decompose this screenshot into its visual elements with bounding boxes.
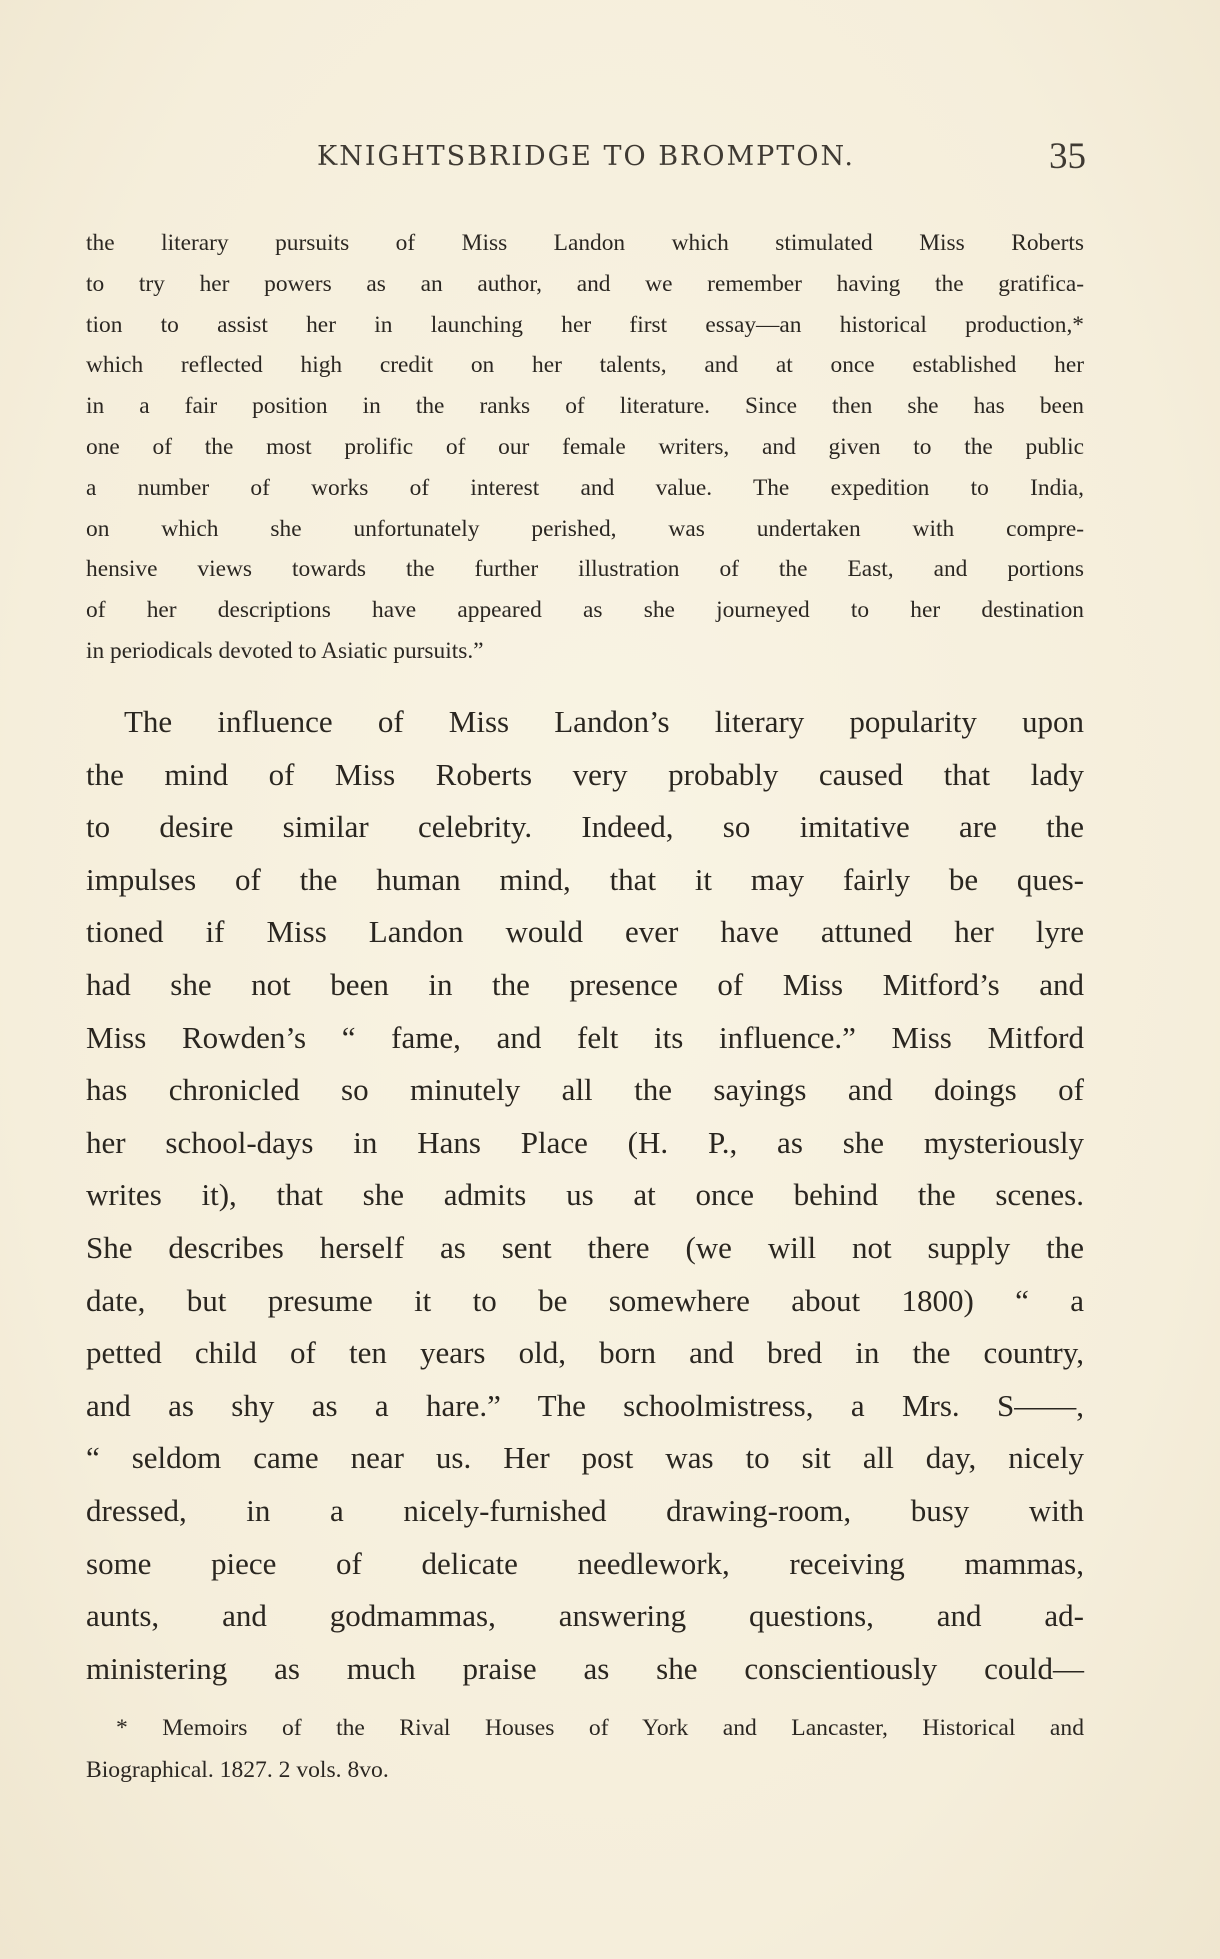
quote-line: the literary pursuits of Miss Landon which stimulated Miss Roberts xyxy=(86,230,1084,256)
quoted-passage xyxy=(86,223,1084,672)
quote-line: a number of works of interest and value. The expedition to India, xyxy=(86,474,1084,501)
body-line: ministering as much praise as she conscientiously could— xyxy=(86,1650,1084,1686)
body-line: The influence of Miss Landon’s literary popularity upon xyxy=(124,704,1084,739)
body-line: and as shy as a hare.” The schoolmistress, a Mrs. S——, xyxy=(86,1387,1084,1423)
body-line: the mind of Miss Roberts very probably caused that lady xyxy=(86,756,1084,792)
quote-line: to try her powers as an author, and we remember having the gratifica- xyxy=(86,270,1084,297)
body-line: Miss Rowden’s “ fame, and felt its influence.” Miss Mitford xyxy=(86,1019,1084,1055)
body-line: to desire similar celebrity. Indeed, so imitative are the xyxy=(86,809,1084,845)
footnote-line: * Memoirs of the Rival Houses of York and Lancaster, Historical and xyxy=(116,1715,1084,1741)
footnote-line: Biographical. 1827. 2 vols. 8vo. xyxy=(86,1757,389,1783)
quote-line: hensive views towards the further illustration of the East, and portions xyxy=(86,556,1084,583)
body-line: aunts, and godmammas, answering questions, and ad- xyxy=(86,1598,1084,1634)
body-line: tioned if Miss Landon would ever have attuned her lyre xyxy=(86,914,1084,950)
body-line: date, but presume it to be somewhere about 1800) “ a xyxy=(86,1282,1084,1318)
body-paragraph xyxy=(86,696,1084,1695)
quote-line: of her descriptions have appeared as she journeyed to her destination xyxy=(86,597,1084,624)
quote-line: in periodicals devoted to Asiatic pursuits.” xyxy=(86,637,484,664)
running-head xyxy=(86,135,1086,179)
running-title: KNIGHTSBRIDGE TO BROMPTON. xyxy=(317,141,855,172)
quote-line: on which she unfortunately perished, was undertaken with compre- xyxy=(86,515,1084,542)
quote-line: in a fair position in the ranks of literature. Since then she has been xyxy=(86,393,1084,420)
body-line: some piece of delicate needlework, receiving mammas, xyxy=(86,1545,1084,1581)
body-line: She describes herself as sent there (we will not supply the xyxy=(86,1229,1084,1265)
page-number: 35 xyxy=(1049,136,1086,177)
body-line: petted child of ten years old, born and bred in the country, xyxy=(86,1335,1084,1371)
quote-line: tion to assist her in launching her first essay—an historical production,* xyxy=(86,311,1084,338)
body-line: has chronicled so minutely all the sayings and doings of xyxy=(86,1072,1084,1108)
quote-line: one of the most prolific of our female writers, and given to the public xyxy=(86,433,1084,460)
body-line: “ seldom came near us. Her post was to sit all day, nicely xyxy=(86,1440,1084,1476)
body-line: her school-days in Hans Place (H. P., as she mysteriously xyxy=(86,1124,1084,1160)
body-line: writes it), that she admits us at once behind the scenes. xyxy=(86,1177,1084,1213)
body-line: dressed, in a nicely-furnished drawing-room, busy with xyxy=(86,1492,1084,1528)
body-line: impulses of the human mind, that it may fairly be ques- xyxy=(86,861,1084,897)
quote-line: which reflected high credit on her talents, and at once established her xyxy=(86,352,1084,379)
body-line: had she not been in the presence of Miss Mitford’s and xyxy=(86,966,1084,1002)
footnote xyxy=(86,1707,1084,1791)
